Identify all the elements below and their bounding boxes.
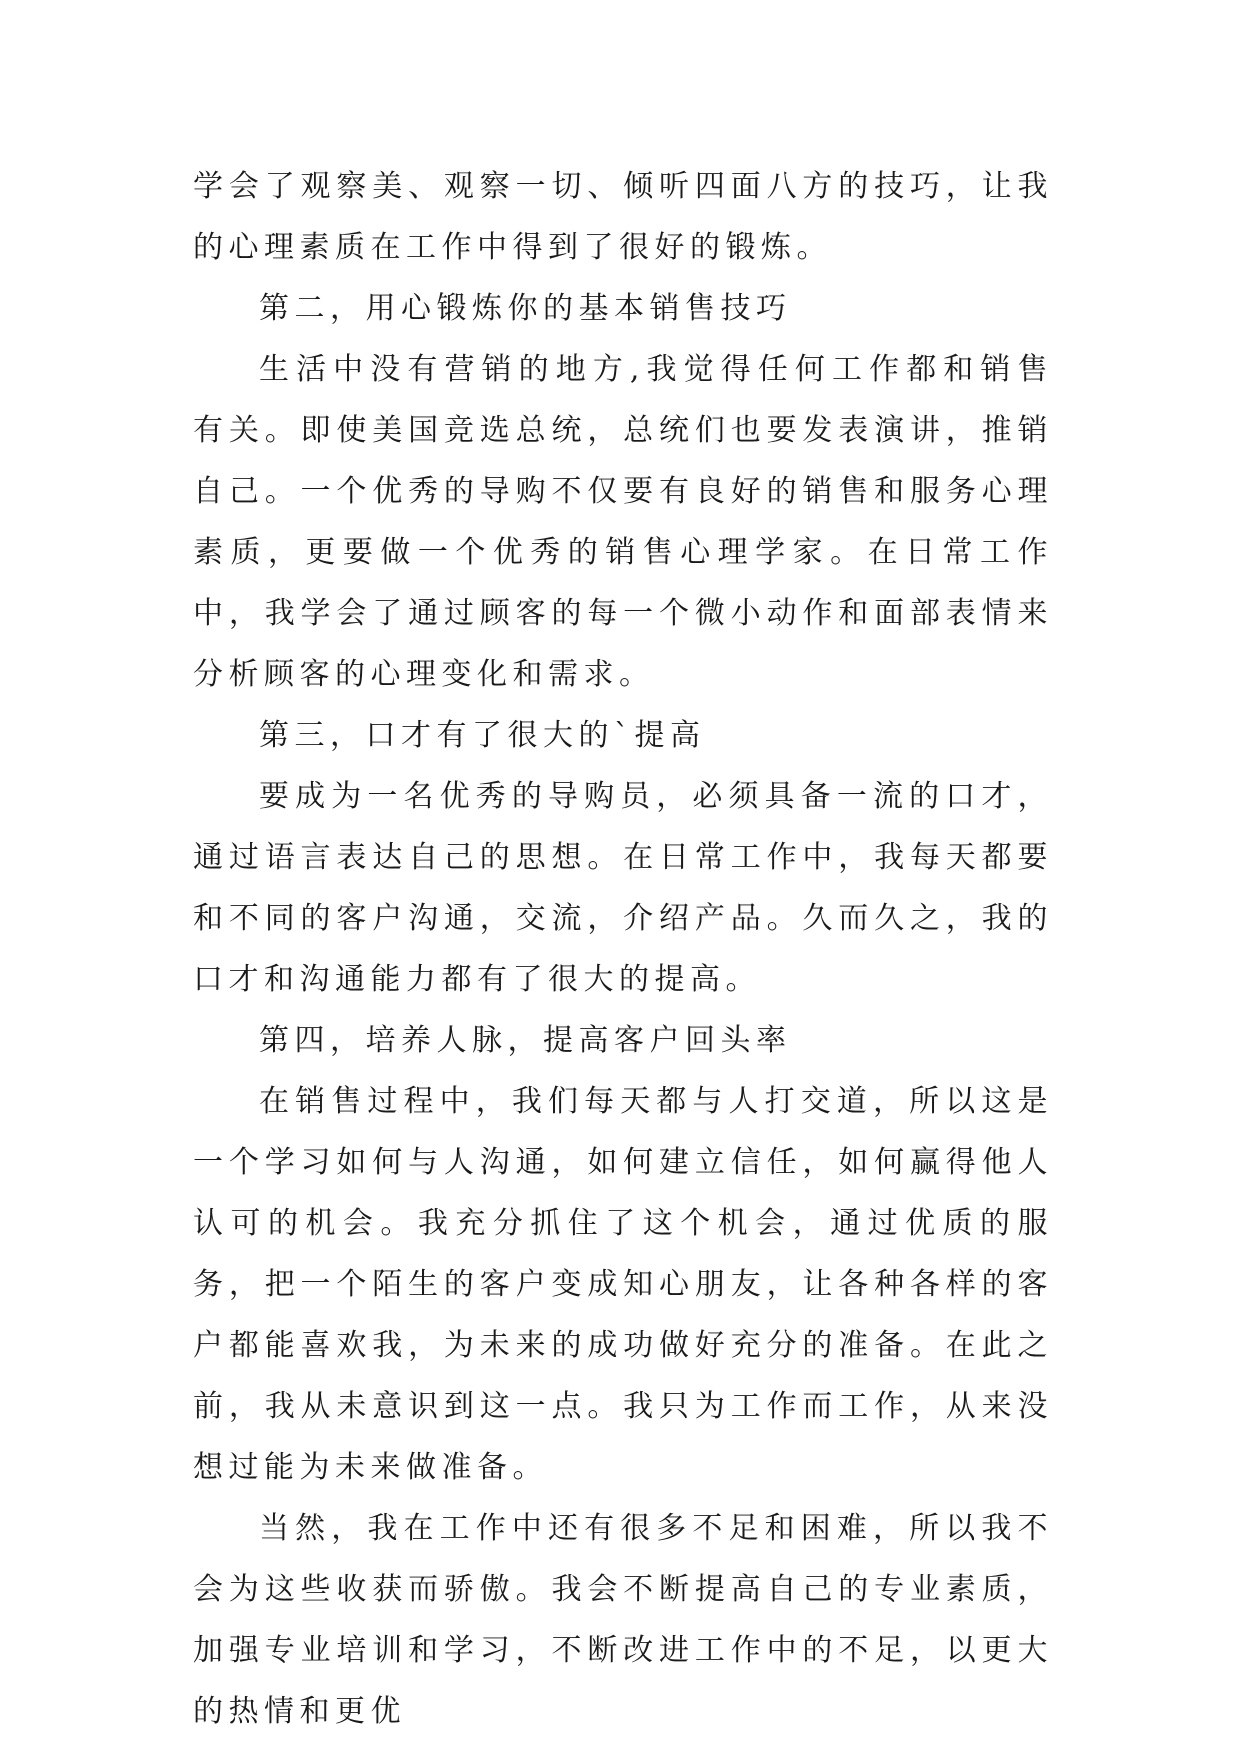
- document-body: [193, 156, 1053, 1742]
- section-heading-4: 第四，培养人脉，提高客户回头率: [259, 1023, 792, 1058]
- paragraph-sales-skills: 生活中没有营销的地方,我觉得任何工作都和销售有关。即使美国竞选总统，总统们也要发表演讲，推销自己。一个优秀的导购不仅要有良好的销售和服务心理素质，更要做一个优秀的销售心理学家。在日常工作中，我学会了通过顾客的每一个微小动作和面部表情来分析顾客的心理变化和需求。: [193, 352, 1053, 692]
- paragraph-intro-continued: 学会了观察美、观察一切、倾听四面八方的技巧，让我的心理素质在工作中得到了很好的锻炼。: [193, 169, 1053, 265]
- paragraph-eloquence: 要成为一名优秀的导购员，必须具备一流的口才，通过语言表达自己的思想。在日常工作中，我每天都要和不同的客户沟通，交流，介绍产品。久而久之，我的口才和沟通能力都有了很大的提高。: [193, 779, 1053, 997]
- section-heading-2: 第二，用心锻炼你的基本销售技巧: [259, 291, 792, 326]
- paragraph-conclusion: 当然，我在工作中还有很多不足和困难，所以我不会为这些收获而骄傲。我会不断提高自己的专业素质，加强专业培训和学习，不断改进工作中的不足，以更大的热情和更优: [193, 1511, 1053, 1729]
- paragraph-networking: 在销售过程中，我们每天都与人打交道，所以这是一个学习如何与人沟通，如何建立信任，如何赢得他人认可的机会。我充分抓住了这个机会，通过优质的服务，把一个陌生的客户变成知心朋友，让各种各样的客户都能喜欢我，为未来的成功做好充分的准备。在此之前，我从未意识到这一点。我只为工作而工作，从来没想过能为未来做准备。: [193, 1084, 1053, 1485]
- section-heading-3: 第三，口才有了很大的`提高: [259, 718, 706, 753]
